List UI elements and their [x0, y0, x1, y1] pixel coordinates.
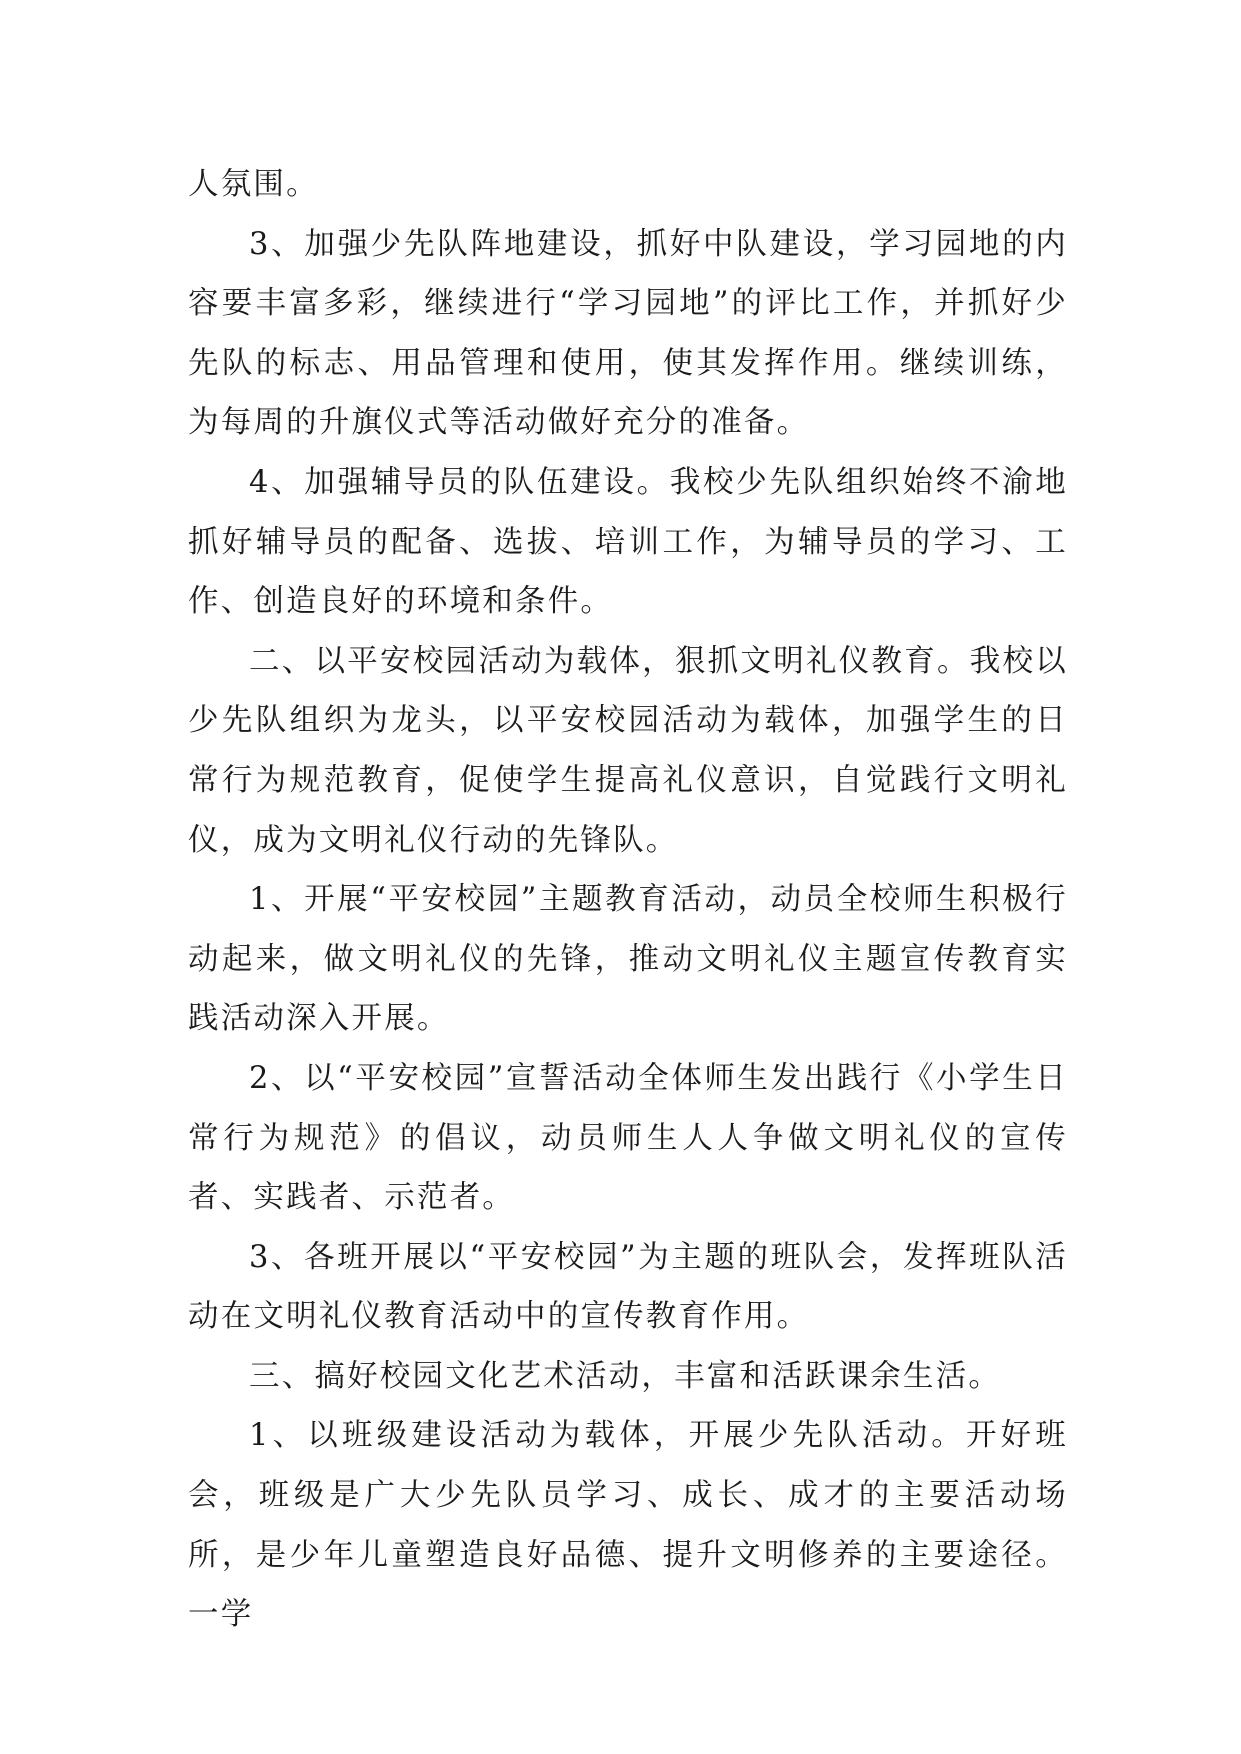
- paragraph-item-3-class-meeting: 3、各班开展以“平安校园”为主题的班队会，发挥班队活动在文明礼仪教育活动中的宣传教育作用。: [188, 1239, 1068, 1335]
- paragraph-item-3-position: 3、加强少先队阵地建设，抓好中队建设，学习园地的内容要丰富多彩，继续进行“学习园地”的评比工作，并抓好少先队的标志、用品管理和使用，使其发挥作用。继续训练，为每周的升旗仪式等活动做好充分的准备。: [188, 226, 1068, 441]
- paragraph-continued: 人氛围。: [188, 167, 319, 202]
- paragraph-item-4-counselors: 4、加强辅导员的队伍建设。我校少先队组织始终不渝地抓好辅导员的配备、选拔、培训工作，为辅导员的学习、工作、创造良好的环境和条件。: [188, 464, 1068, 620]
- paragraph-section-two: 二、以平安校园活动为载体，狠抓文明礼仪教育。我校以少先队组织为龙头，以平安校园活动为载体，加强学生的日常行为规范教育，促使学生提高礼仪意识，自觉践行文明礼仪，成为文明礼仪行动的先锋队。: [188, 643, 1068, 858]
- paragraph-section-three: 三、搞好校园文化艺术活动，丰富和活跃课余生活。: [249, 1358, 1002, 1394]
- document-body: [188, 155, 1068, 1645]
- paragraph-item-2-oath: 2、以“平安校园”宣誓活动全体师生发出践行《小学生日常行为规范》的倡议，动员师生人人争做文明礼仪的宣传者、实践者、示范者。: [188, 1060, 1068, 1216]
- paragraph-item-1-class-building: 1、以班级建设活动为载体，开展少先队活动。开好班会，班级是广大少先队员学习、成长、成才的主要活动场所，是少年儿童塑造良好品德、提升文明修养的主要途径。一学: [188, 1418, 1068, 1633]
- paragraph-item-1-theme: 1、开展“平安校园”主题教育活动，动员全校师生积极行动起来，做文明礼仪的先锋，推动文明礼仪主题宣传教育实践活动深入开展。: [188, 882, 1068, 1037]
